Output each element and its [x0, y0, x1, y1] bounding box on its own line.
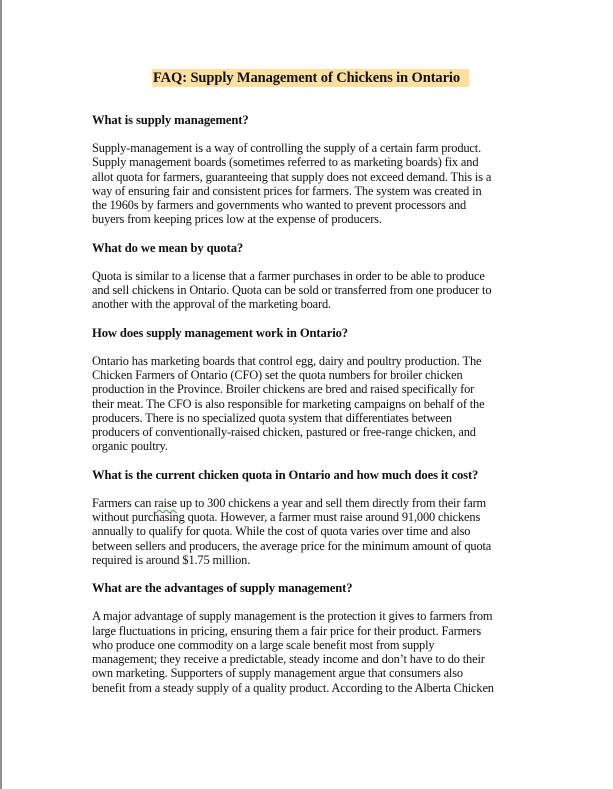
document-title: FAQ: Supply Management of Chickens in Ontario — [152, 69, 469, 87]
answer-line: buyers from keeping prices low at the expense of producers. — [92, 212, 382, 227]
faq-answer — [92, 496, 532, 567]
faq-question: What is the current chicken quota in Ontario and how much does it cost? — [92, 467, 479, 482]
answer-line: own marketing. Supporters of supply management argue that consumers also — [92, 666, 463, 681]
answer-line: management; they receive a predictable, steady income and don’t have to do their — [92, 652, 485, 667]
faq-answer — [92, 354, 532, 454]
faq-question: What do we mean by quota? — [92, 240, 244, 255]
grammar-flagged-word[interactable]: raise — [154, 495, 177, 510]
answer-line: another with the approval of the marketing board. — [92, 297, 332, 312]
faq-answer — [92, 269, 532, 312]
answer-line: production in the Province. Broiler chickens are bred and raised specifically for — [92, 382, 475, 397]
answer-line: who produce one commodity on a large scale benefit most from supply — [92, 637, 435, 652]
answer-line: Supply management boards (sometimes referred to as marketing boards) fix and — [92, 155, 479, 170]
answer-line: Ontario has marketing boards that control egg, dairy and poultry production. The — [92, 353, 482, 368]
answer-line: way of ensuring fair and consistent prices for farmers. The system was created in — [92, 183, 482, 198]
answer-line: A major advantage of supply management is the protection it gives to farmers from — [92, 609, 493, 624]
answer-line: and sell chickens in Ontario. Quota can be sold or transferred from one producer to — [92, 283, 492, 298]
faq-question: What is supply management? — [92, 113, 249, 127]
answer-line — [92, 496, 532, 510]
answer-line: annually to qualify for quota. While the cost of quota varies over time and also — [92, 524, 471, 539]
answer-line: their meat. The CFO is also responsible for marketing campaigns on behalf of the — [92, 396, 485, 411]
answer-line: benefit from a steady supply of a quality product. According to the Alberta Chicken — [92, 680, 494, 695]
faq-question: How does supply management work in Ontario? — [92, 325, 348, 340]
faq-answer — [92, 141, 532, 227]
answer-line: without purchasing quota. However, a farmer must raise around 91,000 chickens — [92, 510, 481, 525]
answer-line: Supply-management is a way of controlling the supply of a certain farm product. — [92, 141, 482, 155]
answer-line: allot quota for farmers, guaranteeing that supply does not exceed demand. This is a — [92, 169, 492, 184]
answer-line: producers of conventionally-raised chicken, pastured or free-range chicken, and — [92, 425, 476, 440]
answer-line: Chicken Farmers of Ontario (CFO) set the quota numbers for broiler chicken — [92, 367, 463, 382]
answer-text: up to 300 chickens a year and sell them directly from their farm — [176, 495, 487, 510]
title-container — [0, 69, 613, 87]
answer-line: the 1960s by farmers and governments who wanted to prevent processors and — [92, 198, 467, 213]
answer-line: producers. There is no specialized quota system that differentiates between — [92, 410, 452, 425]
faq-question: What are the advantages of supply management? — [92, 581, 353, 596]
answer-line: Quota is similar to a license that a farmer purchases in order to be able to produce — [92, 268, 485, 283]
answer-line: between sellers and producers, the average price for the minimum amount of quota — [92, 538, 492, 553]
answer-line: required is around $1.75 million. — [92, 552, 251, 567]
answer-line: large fluctuations in pricing, ensuring them a fair price for their product. Farmers — [92, 623, 482, 638]
answer-line: organic poultry. — [92, 439, 168, 454]
document-body — [92, 113, 532, 709]
answer-text: Farmers can — [92, 495, 155, 510]
faq-answer — [92, 609, 532, 695]
